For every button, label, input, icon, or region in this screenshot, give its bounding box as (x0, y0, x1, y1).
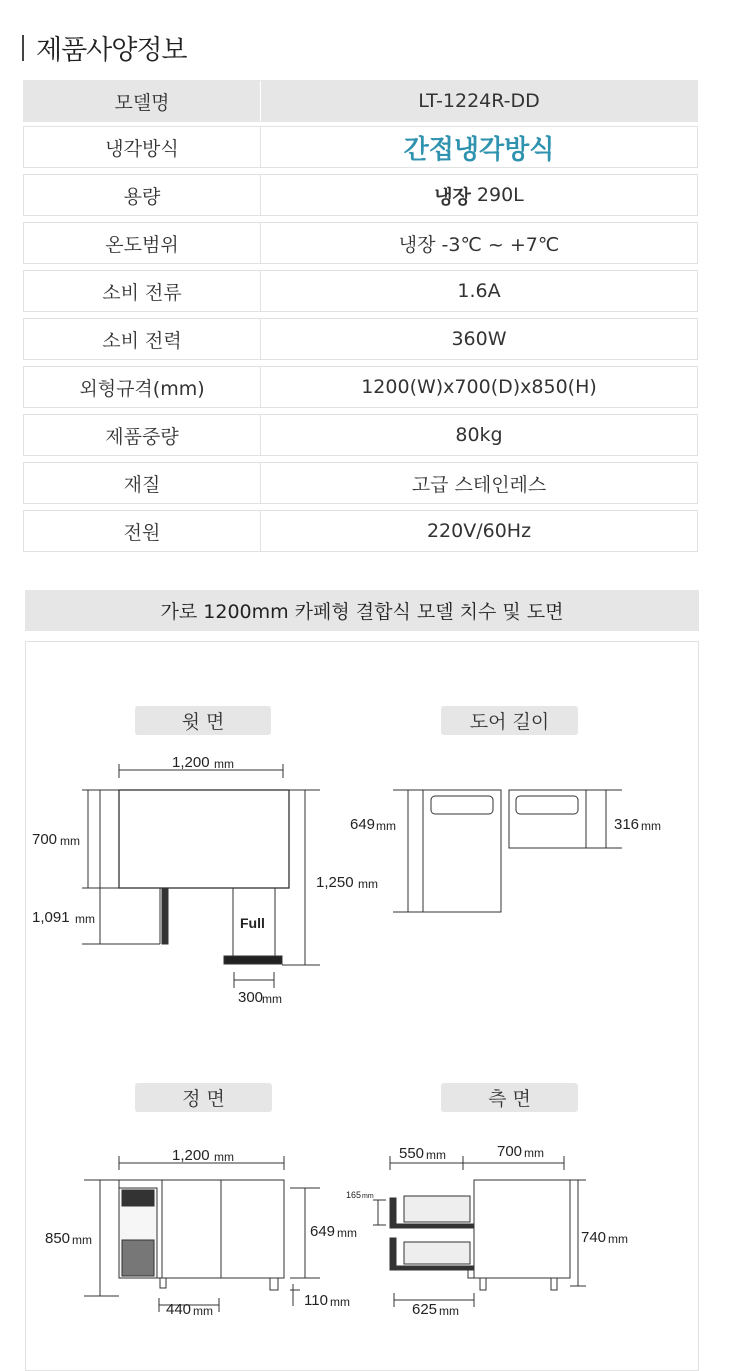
spec-value: 360W (451, 328, 507, 350)
spec-value: 고급 스테인레스 (411, 473, 547, 496)
spec-value: 290L (476, 184, 524, 206)
dim-top-depth: 700 (32, 831, 58, 848)
svg-text:mm: mm (524, 1146, 544, 1160)
svg-text:mm: mm (193, 1304, 213, 1318)
spec-key: 재질 (24, 463, 261, 503)
side-view-goods-top (404, 1196, 470, 1222)
svg-text:mm: mm (72, 1233, 92, 1247)
side-view-drawer-bottom (396, 1266, 474, 1270)
side-view-goods-bottom (404, 1242, 470, 1264)
spec-value: 1200(W)x700(D)x850(H) (361, 376, 597, 398)
dim-door-small: 316 (614, 816, 640, 833)
spec-key: 제품중량 (24, 415, 261, 455)
dim-top-total: 1,250 (316, 874, 354, 891)
dim-front-height: 850 (45, 1230, 71, 1247)
spec-value: 냉장 -3℃ ~ +7℃ (398, 233, 560, 256)
svg-text:mm: mm (439, 1304, 459, 1318)
svg-text:mm: mm (214, 1150, 234, 1164)
svg-text:mm: mm (362, 1193, 374, 1200)
spec-value: LT-1224R-DD (418, 90, 540, 112)
dim-front-leg: 110 (304, 1292, 328, 1309)
svg-text:mm: mm (214, 757, 234, 771)
door-big (423, 790, 501, 912)
dim-door-big: 649 (350, 816, 376, 833)
door-big-handle (431, 796, 493, 814)
drawing-header: 가로 1200mm 카페형 결합식 모델 치수 및 도면 (25, 590, 699, 631)
spec-key: 모델명 (24, 81, 261, 121)
svg-text:mm: mm (60, 834, 80, 848)
top-view-body (119, 790, 289, 888)
dim-side-total: 625 (412, 1301, 438, 1318)
front-view-display (122, 1190, 154, 1206)
view-label-front: 정 면 (135, 1083, 272, 1112)
view-label-top: 윗 면 (135, 706, 271, 735)
front-view-leg (160, 1278, 166, 1288)
section-title-text: 제품사양정보 (36, 35, 187, 66)
top-view-panel (162, 888, 168, 944)
spec-key: 용량 (24, 175, 261, 215)
dim-front-drawer: 649 (310, 1223, 336, 1240)
svg-text:mm: mm (262, 992, 282, 1006)
front-view-vent (122, 1240, 154, 1276)
spec-value: 1.6A (457, 280, 501, 302)
spec-value-bold: 냉장 (434, 185, 471, 208)
door-small (509, 790, 586, 848)
front-view-leg (270, 1278, 278, 1290)
svg-text:mm: mm (337, 1226, 357, 1240)
door-small-handle (516, 796, 578, 814)
dim-side-depth: 700 (497, 1143, 523, 1160)
dim-side-drawer: 550 (399, 1145, 425, 1162)
dim-side-small: 165 (346, 1190, 362, 1200)
dim-top-width: 1,200 (172, 754, 210, 771)
top-view-handle (224, 956, 282, 964)
svg-text:mm: mm (376, 819, 396, 833)
svg-text:mm: mm (641, 819, 661, 833)
spec-value-accent: 간접냉각방식 (403, 134, 555, 165)
spec-key: 온도범위 (24, 223, 261, 263)
view-label-side: 측 면 (441, 1083, 578, 1112)
spec-value: 80kg (455, 424, 503, 446)
spec-key: 냉각방식 (24, 127, 261, 167)
spec-key: 소비 전력 (24, 319, 261, 359)
dim-front-width: 1,200 (172, 1147, 210, 1164)
spec-value: 220V/60Hz (426, 520, 532, 542)
view-label-door: 도어 길이 (441, 706, 578, 735)
spec-key: 소비 전류 (24, 271, 261, 311)
dim-top-drawer: 300 (238, 989, 264, 1006)
dim-top-open: 1,091 (32, 909, 70, 926)
spec-key: 전원 (24, 511, 261, 551)
label-full: Full (240, 915, 265, 931)
svg-text:mm: mm (75, 912, 95, 926)
side-view-drawer-top (396, 1224, 474, 1228)
svg-text:mm: mm (358, 877, 378, 891)
svg-text:mm: mm (330, 1295, 350, 1309)
dim-side-height: 740 (581, 1229, 607, 1246)
dim-front-comp: 440 (166, 1301, 192, 1318)
svg-text:mm: mm (426, 1148, 446, 1162)
side-view-body (474, 1180, 570, 1278)
spec-key: 외형규격(mm) (24, 367, 261, 407)
svg-text:mm: mm (608, 1232, 628, 1246)
